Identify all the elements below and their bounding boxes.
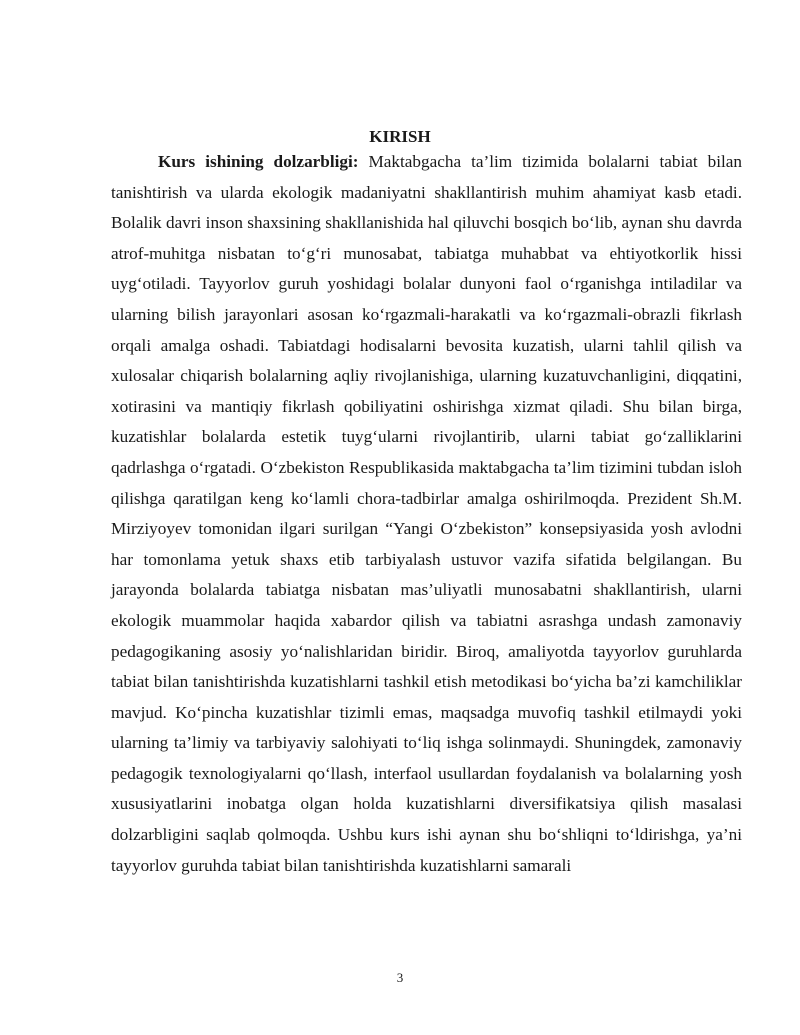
page-heading: KIRISH [369,127,431,146]
lead-phrase: Kurs ishining dolzarbligi: [158,152,359,171]
page-number: 3 [396,970,404,985]
paragraph-text: Maktabgacha ta’lim tizimida bolalarni tabiat bilan tanishtirish va ularda ekologik madaniyatni shakllantirish muhim ahamiyat kasb etadi. Bolalik davri inson shaxsining shakllanishida hal qiluvchi bosqich bo‘lib, aynan shu davrda atrof-muhitga nisbatan to‘g‘ri munosabat, tabiatga muhabbat va ehtiyotkorlik hissi uyg‘otiladi. Tayyorlov guruh yoshidagi bolalar dunyoni faol o‘rganishga intiladilar va ularning bilish jarayonlari asosan ko‘rgazmali-harakatli va ko‘rgazmali-obrazli fikrlash orqali amalga oshadi. Tabiatdagi hodisalarni bevosita kuzatish, ularni tahlil qilish va xulosalar chiqarish bolalarning aqliy rivojlanishiga, ularning kuzatuvchanligini, diqqatini, xotirasini va mantiqiy fikrlash qobiliyatini oshirishga xizmat qiladi. Shu bilan birga, kuzatishlar bolalarda estetik tuyg‘ularni rivojlantirib, ularni tabiat go‘zalliklarini qadrlashga o‘rgatadi. O‘zbekiston Respublikasida maktabgacha ta’lim tizimini tubdan isloh qilishga qaratilgan keng ko‘lamli chora-tadbirlar amalga oshirilmoqda. Prezident Sh.M. Mirziyoyev tomonidan ilgari surilgan “Yangi O‘zbekiston” konsepsiyasida yosh avlodni har tomonlama yetuk shaxs etib tarbiyalash ustuvor vazifa sifatida belgilangan. Bu jarayonda bolalarda tabiatga nisbatan mas’uliyatli munosabatni shakllantirish, ularni ekologik muammolar haqida xabardor qilish va tabiatni asrashga undash zamonaviy pedagogikaning asosiy yo‘nalishlaridan biridir. Biroq, amaliyotda tayyorlov guruhlarda tabiat bilan tanishtirishda kuzatishlarni tashkil etish metodikasi bo‘yicha ba’zi kamchiliklar mavjud. Ko‘pincha kuzatishlar tizimli emas, maqsadga muvofiq tashkil etilmaydi yoki ularning ta’limiy va tarbiyaviy salohiyati to‘liq ishga solinmaydi. Shuningdek, zamonaviy pedagogik texnologiyalarni qo‘llash, interfaol usullardan foydalanish va bolalarning yosh xususiyatlarini inobatga olgan holda kuzatishlarni diversifikatsiya qilish masalasi dolzarbligini saqlab qolmoqda. Ushbu kurs ishi aynan shu bo‘shliqni to‘ldirishga, ya’ni tayyorlov guruhda tabiat bilan tanishtirishda kuzatishlarni samarali [111,152,743,875]
body-paragraph [111,147,742,881]
